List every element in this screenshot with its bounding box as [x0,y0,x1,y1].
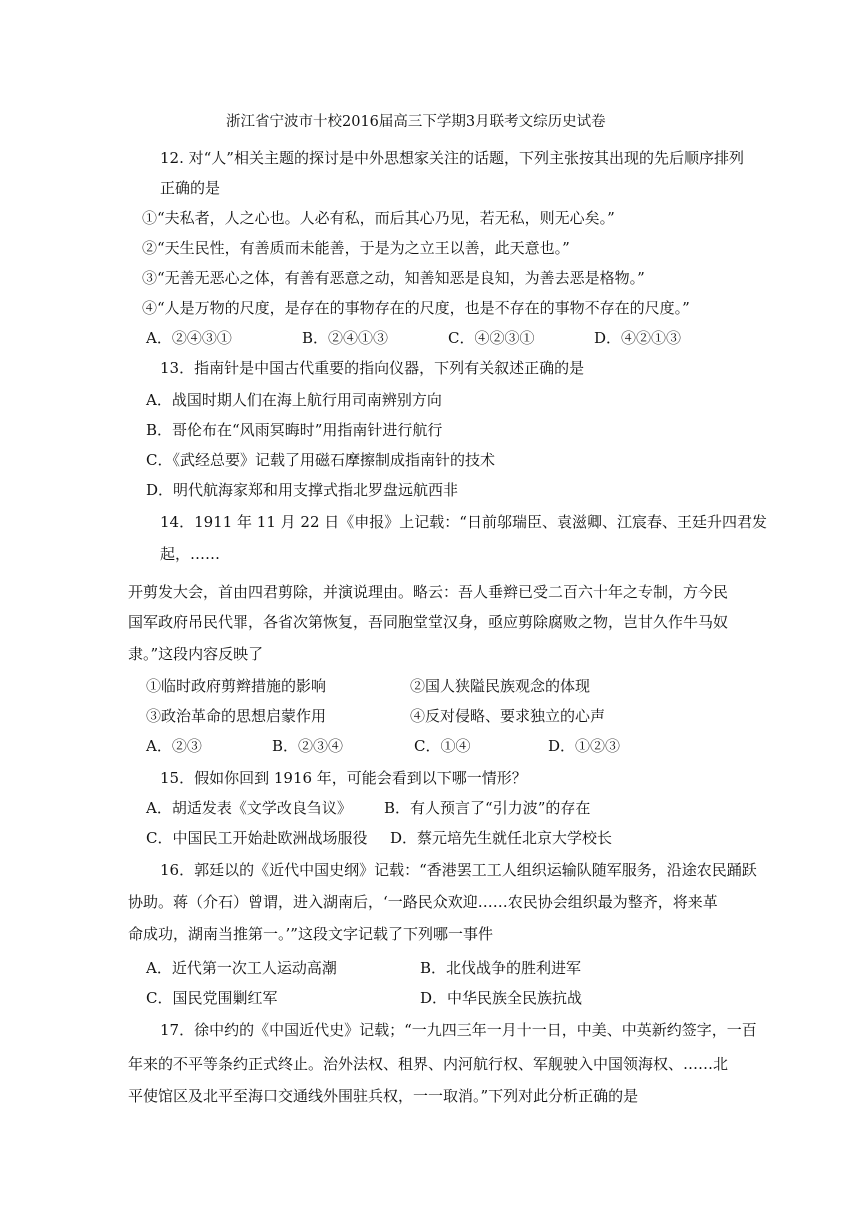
q15-option-d: D．蔡元培先生就任北京大学校长 [390,829,613,847]
q13-stem: 13．指南针是中国古代重要的指向仪器，下列有关叙述正确的是 [160,359,585,377]
q12-item-4: ④“人是万物的尺度，是存在的事物存在的尺度，也是不存在的事物不存在的尺度。” [142,299,690,317]
q17-stem-line-2: 年来的不平等条约正式终止。治外法权、租界、内河航行权、军舰驶入中国领海权、……北 [128,1055,729,1073]
q17-stem-line-1: 17．徐中约的《中国近代史》记载；“一九四三年一月十一日，中美、中英新约签字，一百 [160,1021,757,1039]
q14-option-a: A．②③ [146,737,202,755]
q16-stem-line-3: 命成功，湖南当推第一。’”这段文字记载了下列哪一事件 [128,925,493,943]
q14-stem-line-5: 隶。”这段内容反映了 [128,645,264,663]
q12-item-3: ③“无善无恶心之体，有善有恶意之动，知善知恶是良知，为善去恶是格物。” [142,269,645,287]
q12-item-1: ①“夫私者，人之心也。人必有私，而后其心乃见，若无私，则无心矣。” [142,209,615,227]
q12-option-b: B．②④①③ [302,329,389,347]
q16-stem-line-1: 16．郭廷以的《近代中国史纲》记载：“香港罢工工人组织运输队随军服务，沿途农民踊跃 [160,861,757,879]
q14-stem-line-1: 14．1911 年 11 月 22 日《申报》上记载：“日前邬瑞臣、袁滋卿、江宸春、王廷升四君发 [160,513,767,531]
q14-option-b: B．②③④ [272,737,344,755]
q13-option-c: C．《武经总要》记载了用磁石摩擦制成指南针的技术 [146,451,495,469]
q14-item-4: ④反对侵略、要求独立的心声 [410,707,606,725]
q14-item-3: ③政治革命的思想启蒙作用 [146,707,327,725]
q16-option-b: B．北伐战争的胜利进军 [420,959,582,977]
q15-stem: 15．假如你回到 1916 年，可能会看到以下哪一情形？ [160,769,527,787]
q14-item-2: ②国人狭隘民族观念的体现 [410,677,591,695]
q12-option-a: A．②④③① [146,329,232,347]
q14-stem-line-4: 国军政府吊民代罪，各省次第恢复，吾同胞堂堂汉身，亟应剪除腐败之物，岂甘久作牛马奴 [128,613,729,631]
q15-option-a: A．胡适发表《文学改良刍议》 [146,799,352,817]
q14-option-c: C．①④ [414,737,471,755]
q13-option-b: B．哥伦布在“风雨冥晦时”用指南针进行航行 [146,421,443,439]
q12-option-d: D．④②①③ [594,329,682,347]
q15-option-c: C．中国民工开始赴欧洲战场服役 [146,829,368,847]
q14-option-d: D．①②③ [548,737,621,755]
q16-stem-line-2: 协助。蒋（介石）曾谓，进入湖南后，‘一路民众欢迎……农民协会组织最为整齐，将来革 [128,893,718,911]
q16-option-c: C．国民党围剿红军 [146,989,278,1007]
q12-option-c: C．④②③① [448,329,535,347]
q12-stem-line-1: 12. 对“人”相关主题的探讨是中外思想家关注的话题，下列主张按其出现的先后顺序排列 [160,149,744,167]
q13-option-a: A．战国时期人们在海上航行用司南辨别方向 [146,391,442,409]
q14-stem-line-3: 开剪发大会，首由四君剪除，并演说理由。略云：吾人垂辫已受二百六十年之专制，方今民 [128,583,729,601]
q12-item-2: ②“天生民性，有善质而未能善，于是为之立王以善，此天意也。” [142,239,570,257]
q13-option-d: D．明代航海家郑和用支撑式指北罗盘远航西非 [146,481,459,499]
q15-option-b: B．有人预言了“引力波”的存在 [384,799,591,817]
q14-stem-line-2: 起，…… [160,545,221,563]
q14-item-1: ①临时政府剪辫措施的影响 [146,677,327,695]
q17-stem-line-3: 平使馆区及北平至海口交通线外围驻兵权，一一取消。”下列对此分析正确的是 [128,1087,639,1105]
q12-stem-line-2: 正确的是 [160,179,221,197]
q16-option-d: D．中华民族全民族抗战 [420,989,583,1007]
page-title: 浙江省宁波市十校2016届高三下学期3月联考文综历史试卷 [226,114,606,130]
q16-option-a: A．近代第一次工人运动高潮 [146,959,337,977]
